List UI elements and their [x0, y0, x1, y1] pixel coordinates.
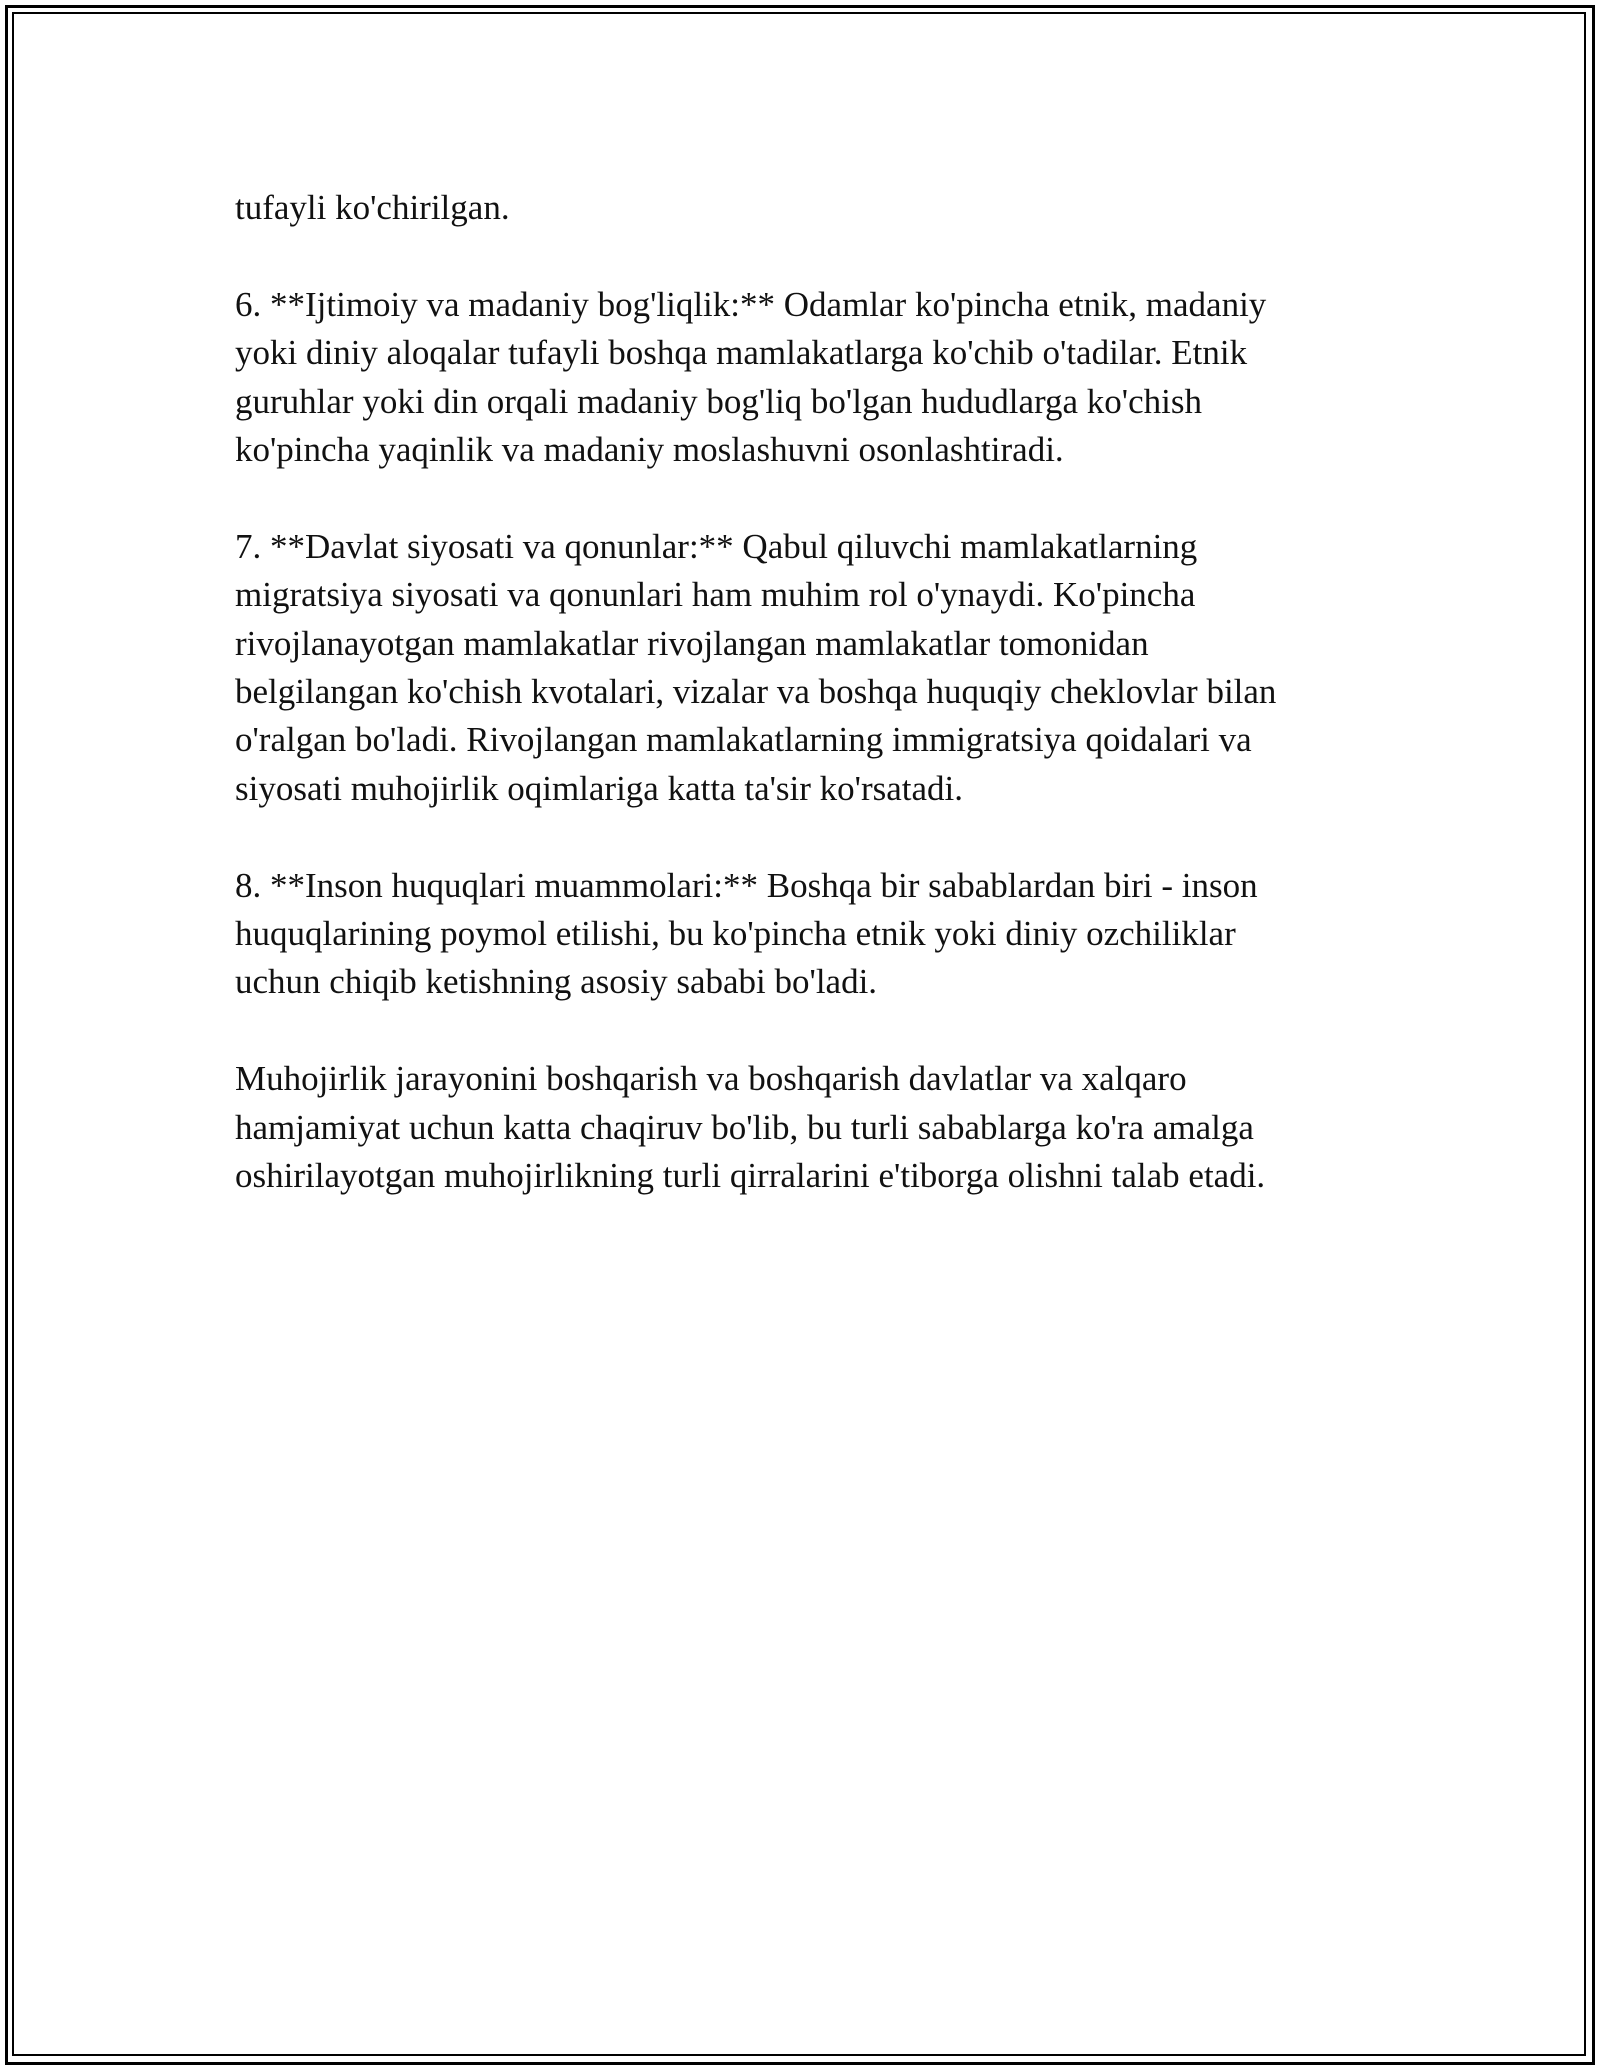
document-body	[235, 184, 1355, 1200]
paragraph-item-6: 6. **Ijtimoiy va madaniy bog'liqlik:** Odamlar ko'pincha etnik, madaniy yoki diniy aloqalar tufayli boshqa mamlakatlarga ko'chib o'tadilar. Etnik guruhlar yoki din orqali madaniy bog'liq bo'lgan hududlarga ko'chish ko'pincha yaqinlik va madaniy moslashuvni osonlashtiradi.	[235, 284, 1267, 470]
paragraph-continuation: tufayli ko'chirilgan.	[235, 188, 510, 227]
paragraph-conclusion: Muhojirlik jarayonini boshqarish va boshqarish davlatlar va xalqaro hamjamiyat uchun katta chaqiruv bo'lib, bu turli sabablarga ko'ra amalga oshirilayotgan muhojirlikning turli qirralarini e'tiborga olishni talab etadi.	[235, 1059, 1266, 1196]
paragraph-item-8: 8. **Inson huquqlari muammolari:** Boshqa bir sabablardan biri - inson huquqlarining poymol etilishi, bu ko'pincha etnik yoki diniy ozchiliklar uchun chiqib ketishning asosiy sababi bo'ladi.	[235, 865, 1258, 1002]
paragraph-item-7: 7. **Davlat siyosati va qonunlar:** Qabul qiluvchi mamlakatlarning migratsiya siyosati va qonunlari ham muhim rol o'ynaydi. Ko'pincha rivojlanayotgan mamlakatlar rivojlangan mamlakatlar tomonidan belgilangan ko'chish kvotalari, vizalar va boshqa huquqiy cheklovlar bilan o'ralgan bo'ladi. Rivojlangan mamlakatlarning immigratsiya qoidalari va siyosati muhojirlik oqimlariga katta ta'sir ko'rsatadi.	[235, 526, 1277, 808]
